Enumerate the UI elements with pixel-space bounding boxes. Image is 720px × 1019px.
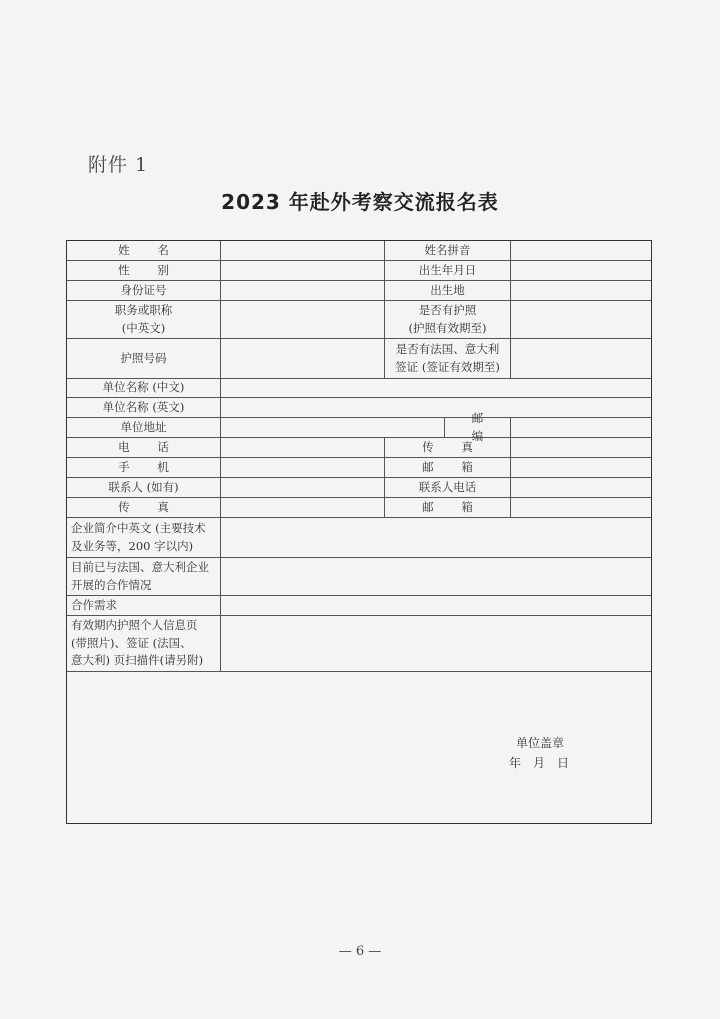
page-number: — 6 — bbox=[338, 944, 382, 959]
mobile-field[interactable] bbox=[221, 458, 385, 477]
position-field[interactable] bbox=[221, 301, 385, 338]
table-row bbox=[67, 398, 651, 418]
fax2-label: 传 真 bbox=[67, 498, 221, 517]
phone-label: 电 话 bbox=[67, 438, 221, 457]
org-address-field[interactable] bbox=[221, 418, 445, 437]
org-name-en-label: 单位名称 (英文) bbox=[67, 398, 221, 417]
company-intro-field[interactable] bbox=[221, 518, 651, 557]
id-number-label: 身份证号 bbox=[67, 281, 221, 300]
contact-label: 联系人 (如有) bbox=[67, 478, 221, 497]
email2-label: 邮 箱 bbox=[385, 498, 511, 517]
has-passport-field[interactable] bbox=[511, 301, 651, 338]
cooperation-needs-field[interactable] bbox=[221, 596, 651, 615]
passport-no-field[interactable] bbox=[221, 339, 385, 378]
email2-field[interactable] bbox=[511, 498, 651, 517]
cooperation-status-field[interactable] bbox=[221, 558, 651, 595]
postcode-field[interactable] bbox=[511, 418, 651, 437]
attachment-label: 附件 1 bbox=[88, 154, 149, 176]
name-pinyin-field[interactable] bbox=[511, 241, 651, 260]
email-field[interactable] bbox=[511, 458, 651, 477]
passport-scan-line3: 意大利) 页扫描件(请另附) bbox=[71, 653, 204, 668]
visa-field[interactable] bbox=[511, 339, 651, 378]
table-row bbox=[67, 478, 651, 498]
org-name-cn-field[interactable] bbox=[221, 379, 651, 397]
table-row bbox=[67, 410, 651, 443]
name-pinyin-label: 姓名拼音 bbox=[385, 241, 511, 260]
passport-scan-label bbox=[67, 616, 221, 671]
table-row bbox=[67, 558, 651, 596]
table-row bbox=[67, 616, 651, 672]
fax2-field[interactable] bbox=[221, 498, 385, 517]
postcode-label: 邮 编 bbox=[445, 418, 511, 437]
birthplace-label: 出生地 bbox=[385, 281, 511, 300]
fax-label: 传 真 bbox=[385, 438, 511, 457]
cooperation-status-line2: 开展的合作情况 bbox=[71, 577, 152, 592]
org-address-label: 单位地址 bbox=[67, 418, 221, 437]
contact-phone-label: 联系人电话 bbox=[385, 478, 511, 497]
position-label-line2: (中英文) bbox=[121, 320, 166, 335]
passport-scan-line2: (带照片)、签证 (法国、 bbox=[71, 635, 192, 650]
table-row bbox=[67, 518, 651, 558]
cooperation-status-label bbox=[67, 558, 221, 595]
table-row bbox=[67, 379, 651, 398]
org-name-en-field[interactable] bbox=[221, 398, 651, 417]
id-number-field[interactable] bbox=[221, 281, 385, 300]
visa-label-line1: 是否有法国、意大利 bbox=[395, 341, 500, 356]
position-label bbox=[67, 301, 221, 338]
table-row bbox=[67, 301, 651, 339]
phone-field[interactable] bbox=[221, 438, 385, 457]
mobile-label: 手 机 bbox=[67, 458, 221, 477]
visa-label-line2: 签证 (签证有效期至) bbox=[395, 359, 500, 374]
seal-label: 单位盖章 bbox=[516, 736, 565, 750]
cooperation-needs-label: 合作需求 bbox=[67, 596, 221, 615]
name-field[interactable] bbox=[221, 241, 385, 260]
contact-field[interactable] bbox=[221, 478, 385, 497]
has-passport-label bbox=[385, 301, 511, 338]
table-row bbox=[67, 241, 651, 261]
table-row bbox=[67, 261, 651, 281]
birth-date-label: 出生年月日 bbox=[385, 261, 511, 280]
birthplace-field[interactable] bbox=[511, 281, 651, 300]
visa-label bbox=[385, 339, 511, 378]
has-passport-line1: 是否有护照 bbox=[418, 302, 477, 317]
table-row bbox=[67, 596, 651, 616]
table-row bbox=[67, 438, 651, 458]
table-row bbox=[67, 458, 651, 478]
cooperation-status-line1: 目前已与法国、意大利企业 bbox=[71, 559, 209, 574]
org-name-cn-label: 单位名称 (中文) bbox=[67, 379, 221, 397]
date-label: 年 月 日 bbox=[509, 756, 570, 770]
table-row bbox=[67, 281, 651, 301]
table-row bbox=[67, 339, 651, 379]
email-label: 邮 箱 bbox=[385, 458, 511, 477]
contact-phone-field[interactable] bbox=[511, 478, 651, 497]
company-intro-line1: 企业简介中英文 (主要技术 bbox=[71, 520, 206, 535]
name-label: 姓 名 bbox=[67, 241, 221, 260]
table-row bbox=[67, 498, 651, 518]
passport-scan-line1: 有效期内护照个人信息页 bbox=[71, 617, 198, 632]
birth-date-field[interactable] bbox=[511, 261, 651, 280]
registration-form-table bbox=[66, 240, 652, 824]
seal-area bbox=[67, 672, 651, 823]
fax-field[interactable] bbox=[511, 438, 651, 457]
gender-label: 性 别 bbox=[67, 261, 221, 280]
passport-no-label: 护照号码 bbox=[67, 339, 221, 378]
passport-scan-field[interactable] bbox=[221, 616, 651, 671]
company-intro-line2: 及业务等，200 字以内) bbox=[71, 538, 194, 553]
has-passport-line2: (护照有效期至) bbox=[408, 320, 487, 335]
position-label-line1: 职务或职称 bbox=[114, 302, 173, 317]
page-title: 2023 年赴外考察交流报名表 bbox=[221, 190, 499, 214]
gender-field[interactable] bbox=[221, 261, 385, 280]
company-intro-label bbox=[67, 518, 221, 557]
